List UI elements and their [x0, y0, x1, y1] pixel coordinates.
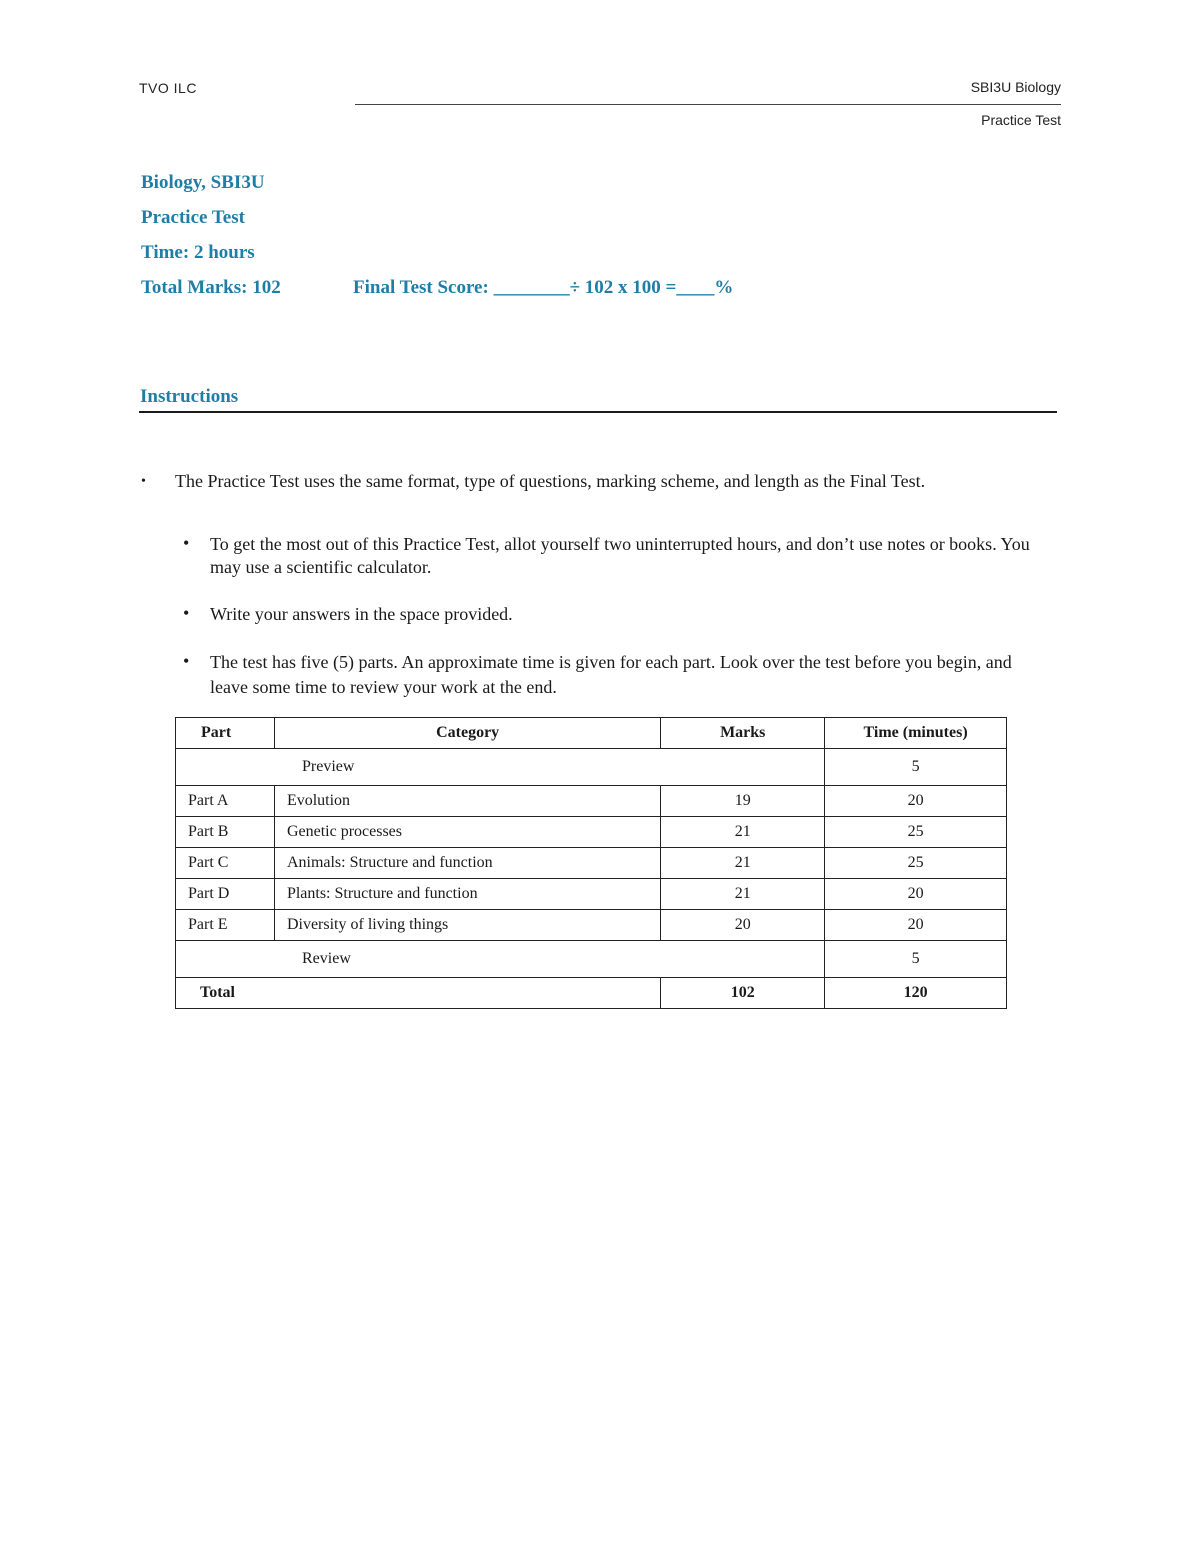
marks-cell: 21 — [661, 817, 825, 848]
sub-bullet — [180, 533, 1050, 579]
time-cell: 25 — [825, 848, 1007, 879]
review-label: Review — [176, 941, 825, 978]
table-row — [176, 817, 1007, 848]
column-header-time: Time (minutes) — [825, 718, 1007, 749]
instructions-heading: Instructions — [140, 386, 239, 407]
category-cell: Plants: Structure and function — [274, 879, 660, 910]
column-header-category: Category — [274, 718, 660, 749]
main-bullet-text: The Practice Test uses the same format, type of questions, marking scheme, and length as the Final Test. — [175, 471, 926, 491]
bullet-icon: • — [183, 533, 190, 553]
table-header-row — [176, 718, 1007, 749]
marks-cell: 20 — [661, 910, 825, 941]
part-cell: Part B — [176, 817, 275, 848]
marks-cell: 21 — [661, 848, 825, 879]
total-marks-cell: 102 — [661, 978, 825, 1009]
score-line — [141, 277, 733, 312]
category-cell: Genetic processes — [274, 817, 660, 848]
column-header-marks: Marks — [661, 718, 825, 749]
marks-cell: 19 — [661, 786, 825, 817]
category-cell: Evolution — [274, 786, 660, 817]
total-time-cell: 120 — [825, 978, 1007, 1009]
time-cell: 20 — [825, 910, 1007, 941]
course-title: Biology, SBI3U — [141, 172, 265, 193]
column-header-part: Part — [176, 718, 275, 749]
category-cell: Diversity of living things — [274, 910, 660, 941]
header-divider — [355, 104, 1061, 105]
part-cell: Part C — [176, 848, 275, 879]
review-row — [176, 941, 1007, 978]
table-row — [176, 848, 1007, 879]
time-cell: 25 — [825, 817, 1007, 848]
header-subtitle: Practice Test — [981, 112, 1061, 128]
header-right: SBI3U Biology — [970, 79, 1061, 95]
sub-bullet — [180, 603, 1050, 626]
preview-time: 5 — [825, 749, 1007, 786]
title-block — [141, 172, 733, 312]
test-name: Practice Test — [141, 207, 245, 228]
main-bullet — [141, 470, 1001, 493]
table-row — [176, 879, 1007, 910]
test-time: Time: 2 hours — [141, 242, 255, 263]
preview-label: Preview — [176, 749, 825, 786]
sub-bullet — [180, 650, 1050, 700]
table-row — [176, 786, 1007, 817]
preview-row — [176, 749, 1007, 786]
table-row — [176, 910, 1007, 941]
bullet-icon: • — [183, 651, 190, 671]
bullet-icon: • — [141, 474, 146, 489]
final-test-score: Final Test Score: ________÷ 102 x 100 =____% — [353, 277, 734, 298]
sub-bullet-text: Write your answers in the space provided. — [210, 604, 513, 624]
sub-bullet-text: To get the most out of this Practice Test, allot yourself two uninterrupted hours, and don’t use notes or books. You may use a scientific calculator. — [210, 534, 1030, 577]
test-parts-table — [175, 717, 1007, 1009]
review-time: 5 — [825, 941, 1007, 978]
part-cell: Part A — [176, 786, 275, 817]
sub-bullet-list — [180, 533, 1050, 724]
part-cell: Part E — [176, 910, 275, 941]
part-cell: Part D — [176, 879, 275, 910]
header-left: TVO ILC — [139, 80, 197, 96]
marks-cell: 21 — [661, 879, 825, 910]
total-row — [176, 978, 1007, 1009]
time-cell: 20 — [825, 879, 1007, 910]
total-marks: Total Marks: 102 — [141, 277, 281, 298]
sub-bullet-text: The test has five (5) parts. An approximate time is given for each part. Look over the test before you begin, and leave some time to review your work at the end. — [210, 652, 1012, 697]
total-label: Total — [176, 978, 661, 1009]
bullet-icon: • — [183, 603, 190, 623]
category-cell: Animals: Structure and function — [274, 848, 660, 879]
time-cell: 20 — [825, 786, 1007, 817]
instructions-divider — [139, 411, 1057, 413]
